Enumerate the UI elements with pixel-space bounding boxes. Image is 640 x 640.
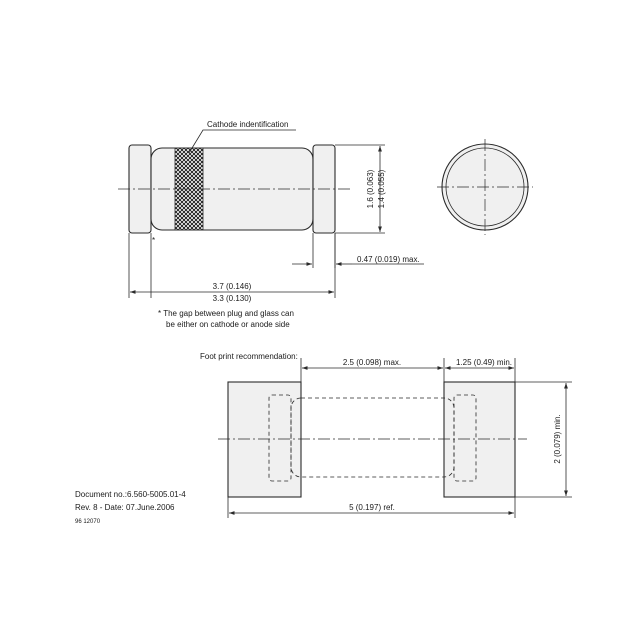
left-pad xyxy=(228,382,301,497)
gap-width-label: 2.5 (0.098) max. xyxy=(342,358,402,367)
total-length-label: 5 (0.197) ref. xyxy=(349,503,395,512)
document-revision: Rev. 8 - Date: 07.June.2006 xyxy=(75,503,175,512)
component-side-view xyxy=(118,120,424,329)
diameter-max-label: 1.6 (0.063) xyxy=(366,169,375,209)
dashed-body xyxy=(291,398,454,477)
footprint-title: Foot print recommendation: xyxy=(200,352,298,361)
gap-note-line2: be either on cathode or anode side xyxy=(166,320,290,329)
length-max-label: 3.7 (0.146) xyxy=(212,282,252,291)
gap-note-line1: * The gap between plug and glass can xyxy=(158,309,294,318)
diameter-min-label: 1.4 (0.055) xyxy=(377,169,386,209)
footprint-view xyxy=(200,352,572,518)
pad-width-label: 1.25 (0.49) min. xyxy=(455,358,513,367)
plug-length-label: 0.47 (0.019) max. xyxy=(357,255,420,264)
right-pad xyxy=(444,382,515,497)
pad-height-label: 2 (0.079) min. xyxy=(553,414,562,464)
component-end-view xyxy=(437,139,533,235)
drawing-id: 96 12070 xyxy=(75,519,101,525)
document-number: Document no.:6.560-5005.01-4 xyxy=(75,490,186,499)
cathode-label: Cathode indentification xyxy=(207,120,289,129)
gap-marker: * xyxy=(152,236,156,245)
length-min-label: 3.3 (0.130) xyxy=(212,294,252,303)
document-info xyxy=(75,490,186,525)
